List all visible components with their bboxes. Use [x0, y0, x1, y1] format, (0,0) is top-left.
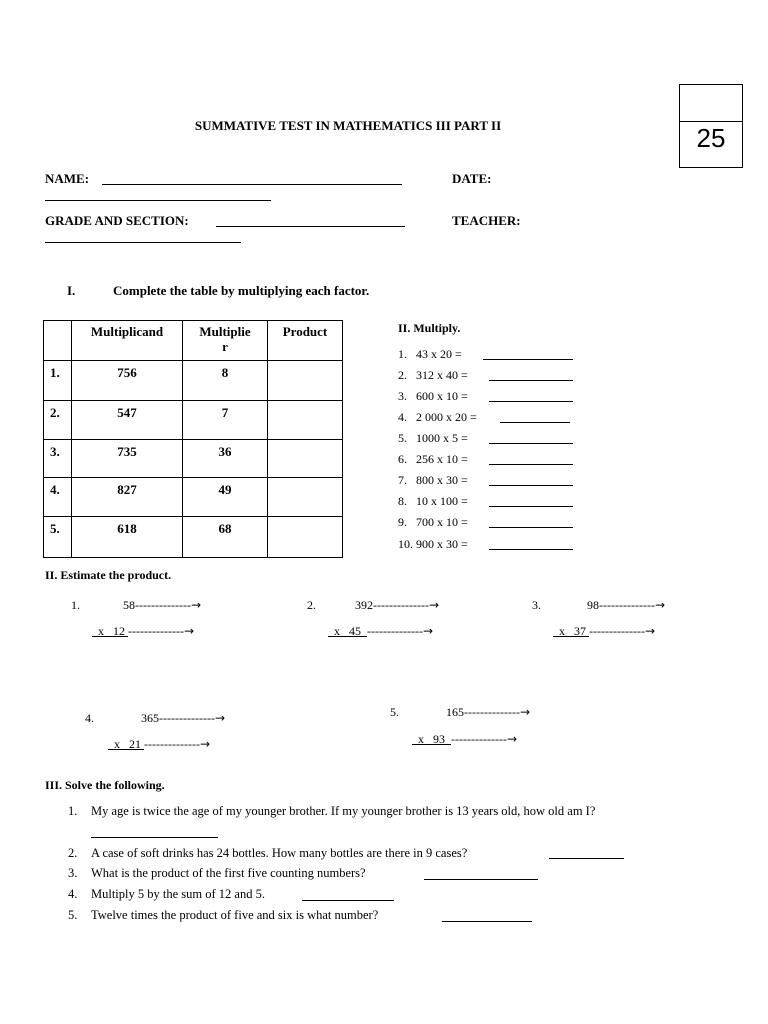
answer-blank[interactable] — [302, 900, 394, 901]
answer-blank[interactable] — [489, 549, 573, 550]
dash-line: -------------- — [367, 624, 423, 638]
arrow-icon: → — [190, 598, 202, 612]
answer-blank[interactable] — [489, 506, 573, 507]
multiply-item — [398, 368, 468, 383]
multiplicand-cell: 547 — [72, 401, 183, 440]
multiply-item — [398, 494, 468, 509]
multiplicand-cell: 618 — [72, 517, 183, 558]
item-expression: 10 x 100 = — [416, 494, 468, 508]
answer-blank[interactable] — [549, 858, 624, 859]
row-number: 3. — [44, 440, 72, 478]
top-factor: 98 — [587, 598, 599, 612]
estimate-number: 1. — [71, 598, 80, 612]
problem-text: A case of soft drinks has 24 bottles. How many bottles are there in 9 cases? — [91, 846, 468, 860]
answer-blank[interactable] — [91, 837, 218, 838]
item-expression: 1000 x 5 = — [416, 431, 468, 445]
answer-blank[interactable] — [489, 380, 573, 381]
problem-number: 4. — [68, 887, 78, 901]
estimate-bottom-row — [328, 624, 433, 639]
dash-line: -------------- — [599, 598, 655, 612]
table-row — [44, 440, 343, 478]
dash-line: -------------- — [373, 598, 429, 612]
header-multiplicand: Multiplicand — [72, 321, 183, 361]
part1-number: I. — [67, 283, 76, 298]
item-expression: 600 x 10 = — [416, 389, 468, 403]
multiply-item — [398, 389, 468, 404]
grade-section-field-continued[interactable] — [45, 242, 241, 243]
item-expression: 800 x 30 = — [416, 473, 468, 487]
item-expression: 43 x 20 = — [416, 347, 462, 361]
estimate-top-row — [587, 598, 665, 613]
top-factor: 392 — [355, 598, 373, 612]
item-number: 1. — [398, 347, 407, 361]
row-number: 4. — [44, 478, 72, 517]
multiply-item — [398, 452, 468, 467]
solve-heading: III. Solve the following. — [45, 778, 165, 792]
estimate-number: 4. — [85, 711, 94, 725]
product-answer-cell[interactable] — [268, 440, 343, 478]
arrow-icon: → — [644, 624, 656, 638]
name-field-continued[interactable] — [45, 200, 271, 201]
item-number: 2. — [398, 368, 407, 382]
problem-text: What is the product of the first five counting numbers? — [91, 866, 366, 880]
item-number: 6. — [398, 452, 407, 466]
header-product: Product — [268, 321, 343, 361]
multiplicand-cell: 735 — [72, 440, 183, 478]
table-row — [44, 361, 343, 401]
answer-blank[interactable] — [500, 422, 570, 423]
product-answer-cell[interactable] — [268, 517, 343, 558]
item-expression: 256 x 10 = — [416, 452, 468, 466]
multiplicand-cell: 756 — [72, 361, 183, 401]
grade-section-label: GRADE AND SECTION: — [45, 213, 189, 228]
multiplier-cell: 8 — [183, 361, 268, 401]
problem-text: Twelve times the product of five and six is what number? — [91, 908, 379, 922]
multiply-item — [398, 473, 468, 488]
dash-line: -------------- — [589, 624, 645, 638]
multiply-heading: II. Multiply. — [398, 321, 461, 335]
multiply-item — [398, 515, 468, 530]
dash-line: -------------- — [159, 711, 215, 725]
row-number: 5. — [44, 517, 72, 558]
estimate-number: 2. — [307, 598, 316, 612]
top-factor: 58 — [123, 598, 135, 612]
item-expression: 900 x 30 = — [416, 537, 468, 551]
dash-line: -------------- — [144, 737, 200, 751]
row-number: 1. — [44, 361, 72, 401]
item-expression: 312 x 40 = — [416, 368, 468, 382]
estimate-top-row — [123, 598, 201, 613]
multiply-item — [398, 431, 468, 446]
product-answer-cell[interactable] — [268, 361, 343, 401]
table-row — [44, 401, 343, 440]
estimate-bottom-row — [92, 624, 194, 639]
arrow-icon: → — [428, 598, 440, 612]
item-number: 9. — [398, 515, 407, 529]
item-expression: 2 000 x 20 = — [416, 410, 477, 424]
answer-blank[interactable] — [489, 527, 573, 528]
bottom-factor: x 45 — [334, 624, 361, 638]
top-factor: 165 — [446, 705, 464, 719]
item-number: 10. — [398, 537, 413, 551]
row-number: 2. — [44, 401, 72, 440]
item-expression: 700 x 10 = — [416, 515, 468, 529]
arrow-icon: → — [506, 732, 518, 746]
grade-section-field[interactable] — [216, 226, 405, 227]
problem-number: 3. — [68, 866, 78, 880]
teacher-label: TEACHER: — [452, 213, 521, 228]
estimate-top-row — [355, 598, 439, 613]
arrow-icon: → — [519, 705, 531, 719]
multiplier-cell: 68 — [183, 517, 268, 558]
item-number: 8. — [398, 494, 407, 508]
problem-number: 5. — [68, 908, 78, 922]
answer-blank[interactable] — [483, 359, 573, 360]
estimate-bottom-row — [108, 737, 210, 752]
dash-line: -------------- — [135, 598, 191, 612]
arrow-icon: → — [199, 737, 211, 751]
problem-text: My age is twice the age of my younger brother. If my younger brother is 13 years old, how old am I? — [91, 804, 596, 818]
problem-text: Multiply 5 by the sum of 12 and 5. — [91, 887, 265, 901]
multiplicand-cell: 827 — [72, 478, 183, 517]
product-answer-cell[interactable] — [268, 478, 343, 517]
problem-number: 1. — [68, 804, 78, 818]
answer-blank[interactable] — [489, 443, 573, 444]
dash-line: -------------- — [451, 732, 507, 746]
arrow-icon: → — [214, 711, 226, 725]
item-number: 4. — [398, 410, 407, 424]
estimate-top-row — [446, 705, 530, 720]
answer-blank[interactable] — [424, 879, 538, 880]
table-row — [44, 478, 343, 517]
dash-line: -------------- — [464, 705, 520, 719]
top-factor: 365 — [141, 711, 159, 725]
bottom-factor: x 21 — [114, 737, 141, 751]
table-row — [44, 517, 343, 558]
answer-blank[interactable] — [489, 464, 573, 465]
estimate-bottom-row — [412, 732, 517, 747]
factor-table — [43, 320, 343, 558]
problem-number: 2. — [68, 846, 78, 860]
item-number: 5. — [398, 431, 407, 445]
multiply-item — [398, 537, 468, 552]
multiplier-cell: 7 — [183, 401, 268, 440]
answer-blank[interactable] — [442, 921, 532, 922]
arrow-icon: → — [422, 624, 434, 638]
item-number: 7. — [398, 473, 407, 487]
estimate-heading: II. Estimate the product. — [45, 568, 172, 582]
name-field[interactable] — [102, 184, 402, 185]
part1-instruction: Complete the table by multiplying each factor. — [113, 283, 370, 298]
item-number: 3. — [398, 389, 407, 403]
multiply-item — [398, 410, 477, 425]
arrow-icon: → — [183, 624, 195, 638]
estimate-bottom-row — [553, 624, 655, 639]
page-title: SUMMATIVE TEST IN MATHEMATICS III PART II — [194, 118, 502, 133]
header-multiplier: Multiplie r — [183, 321, 268, 361]
estimate-number: 5. — [390, 705, 399, 719]
bottom-factor: x 37 — [559, 624, 586, 638]
answer-blank[interactable] — [489, 401, 573, 402]
score-total: 25 — [696, 123, 726, 153]
estimate-top-row — [141, 711, 225, 726]
dash-line: -------------- — [128, 624, 184, 638]
table-header-row — [44, 321, 343, 361]
product-answer-cell[interactable] — [268, 401, 343, 440]
bottom-factor: x 93 — [418, 732, 445, 746]
header-blank — [44, 321, 72, 361]
bottom-factor: x 12 — [98, 624, 125, 638]
date-label: DATE: — [452, 171, 492, 186]
estimate-number: 3. — [532, 598, 541, 612]
answer-blank[interactable] — [489, 485, 573, 486]
multiply-item — [398, 347, 462, 362]
name-label: NAME: — [45, 171, 90, 186]
multiplier-cell: 49 — [183, 478, 268, 517]
multiplier-cell: 36 — [183, 440, 268, 478]
arrow-icon: → — [654, 598, 666, 612]
